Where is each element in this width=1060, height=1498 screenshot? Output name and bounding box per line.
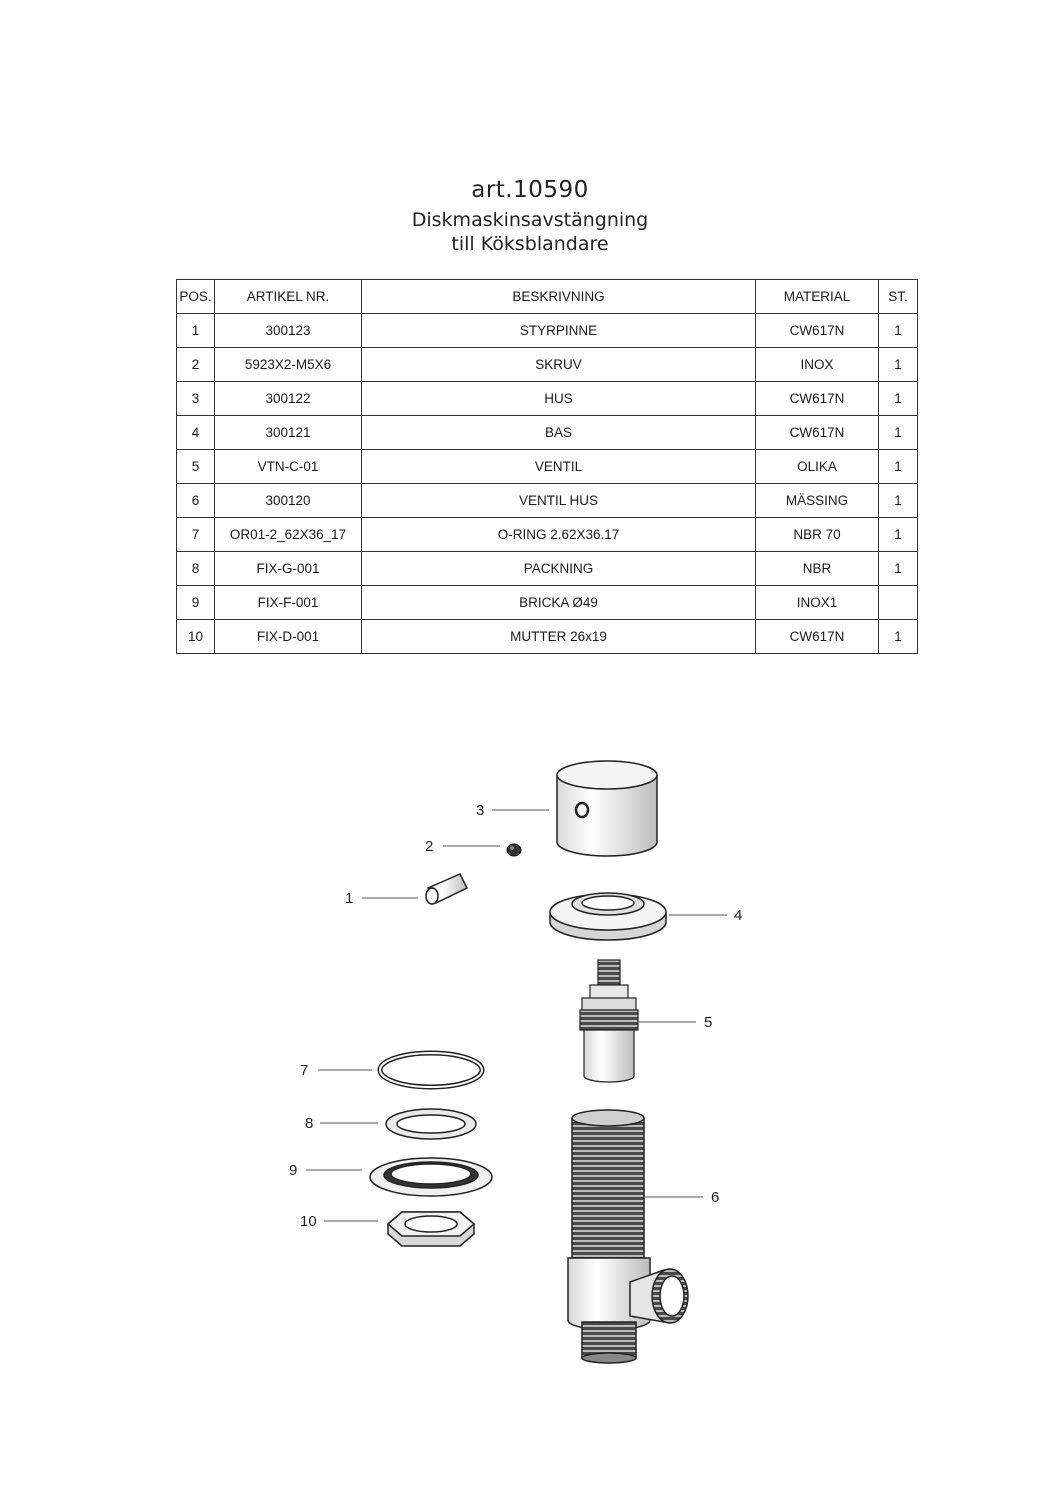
table-row <box>177 450 918 484</box>
part-bas-drawing <box>550 893 666 940</box>
cell-description: STYRPINNE <box>362 314 756 348</box>
cell-pos: 10 <box>177 620 215 654</box>
table-row <box>177 382 918 416</box>
cell-qty <box>879 586 918 620</box>
cell-description: MUTTER 26x19 <box>362 620 756 654</box>
cell-material: CW617N <box>756 382 879 416</box>
cell-pos: 9 <box>177 586 215 620</box>
part-ventil-hus-drawing <box>568 1110 688 1363</box>
cell-description: VENTIL <box>362 450 756 484</box>
cell-article: 300123 <box>215 314 362 348</box>
cell-pos: 6 <box>177 484 215 518</box>
callout-3: 3 <box>476 802 485 819</box>
cell-description: PACKNING <box>362 552 756 586</box>
cell-description: O-RING 2.62X36.17 <box>362 518 756 552</box>
subtitle-line-1: Diskmaskinsavstängning <box>411 209 649 231</box>
cell-description: VENTIL HUS <box>362 484 756 518</box>
table-row <box>177 586 918 620</box>
cell-qty: 1 <box>879 620 918 654</box>
header-description: BESKRIVNING <box>362 280 756 314</box>
cell-description: BAS <box>362 416 756 450</box>
cell-article: FIX-F-001 <box>215 586 362 620</box>
cell-qty: 1 <box>879 518 918 552</box>
header-article: ARTIKEL NR. <box>215 280 362 314</box>
cell-pos: 4 <box>177 416 215 450</box>
callout-7: 7 <box>300 1062 309 1079</box>
cell-article: 300121 <box>215 416 362 450</box>
table-row <box>177 552 918 586</box>
cell-article: 300122 <box>215 382 362 416</box>
cell-material: NBR 70 <box>756 518 879 552</box>
table-row <box>177 348 918 382</box>
callout-5: 5 <box>704 1014 713 1031</box>
cell-article: 5923X2-M5X6 <box>215 348 362 382</box>
cell-description: HUS <box>362 382 756 416</box>
cell-material: NBR <box>756 552 879 586</box>
callout-6: 6 <box>711 1189 720 1206</box>
callout-1: 1 <box>345 890 354 907</box>
cell-qty: 1 <box>879 450 918 484</box>
table-row <box>177 416 918 450</box>
cell-material: MÄSSING <box>756 484 879 518</box>
subtitle-line-2: till Köksblandare <box>451 233 609 255</box>
cell-qty: 1 <box>879 484 918 518</box>
cell-pos: 1 <box>177 314 215 348</box>
leader-lines <box>306 810 727 1221</box>
callout-10: 10 <box>300 1213 317 1230</box>
table-row <box>177 620 918 654</box>
table-row <box>177 484 918 518</box>
cell-article: OR01-2_62X36_17 <box>215 518 362 552</box>
part-mutter-drawing <box>388 1212 474 1246</box>
header-qty: ST. <box>879 280 918 314</box>
part-bricka-drawing <box>370 1158 492 1196</box>
cell-material: CW617N <box>756 416 879 450</box>
cell-qty: 1 <box>879 416 918 450</box>
cell-qty: 1 <box>879 348 918 382</box>
cell-description: SKRUV <box>362 348 756 382</box>
cell-article: 300120 <box>215 484 362 518</box>
table-row <box>177 518 918 552</box>
table-header-row <box>177 280 918 314</box>
cell-material: INOX <box>756 348 879 382</box>
cell-description: BRICKA Ø49 <box>362 586 756 620</box>
header-pos: POS. <box>177 280 215 314</box>
cell-qty: 1 <box>879 382 918 416</box>
callout-9: 9 <box>289 1162 298 1179</box>
title-block <box>0 172 1060 256</box>
cell-material: INOX1 <box>756 586 879 620</box>
part-styrpinne-drawing <box>426 874 467 904</box>
article-number: art.10590 <box>471 177 589 203</box>
cell-qty: 1 <box>879 314 918 348</box>
callout-4: 4 <box>734 907 743 924</box>
part-ventil-drawing <box>580 960 638 1082</box>
cell-pos: 2 <box>177 348 215 382</box>
parts-table <box>176 279 918 654</box>
cell-article: FIX-D-001 <box>215 620 362 654</box>
cell-pos: 7 <box>177 518 215 552</box>
cell-qty: 1 <box>879 552 918 586</box>
part-hus-drawing <box>557 761 657 856</box>
cell-material: CW617N <box>756 620 879 654</box>
callout-labels <box>289 802 742 1230</box>
cell-pos: 3 <box>177 382 215 416</box>
cell-article: VTN-C-01 <box>215 450 362 484</box>
cell-material: OLIKA <box>756 450 879 484</box>
part-skruv-drawing <box>507 844 521 856</box>
table-row <box>177 314 918 348</box>
header-material: MATERIAL <box>756 280 879 314</box>
part-o-ring-drawing <box>380 1053 482 1087</box>
cell-material: CW617N <box>756 314 879 348</box>
cell-pos: 8 <box>177 552 215 586</box>
cell-article: FIX-G-001 <box>215 552 362 586</box>
callout-8: 8 <box>305 1115 314 1132</box>
part-packning-drawing <box>386 1109 476 1139</box>
callout-2: 2 <box>425 838 434 855</box>
cell-pos: 5 <box>177 450 215 484</box>
